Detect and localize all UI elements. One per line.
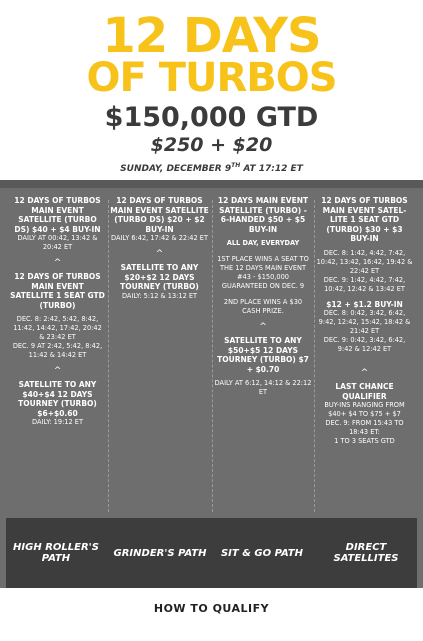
guarantee-amount: $150,000 GTD [104, 102, 319, 133]
sit-go-step-2-title: SATELLITE TO ANY $50+$5 12 DAYS TOURNEY (TURBO) $7 + $0.70 [217, 336, 309, 374]
direct-step-3-seats: 1 TO 3 SEATS GTD [334, 437, 395, 445]
path-labels-band [0, 518, 423, 588]
sit-go-step-1-first-place: 1ST PLACE WINS A SEAT TO THE 12 DAYS MAIN EVENT #43 - $150,000 GUARANTEED ON DEC. 9 [217, 255, 309, 290]
event-date [0, 160, 423, 175]
direct-step-2-title: $12 + $1.2 BUY-IN [326, 299, 403, 309]
sit-go-step-1-second-place: 2ND PLACE WINS A $30 CASH PRIZE. [223, 298, 303, 315]
sit-go-step-1-title: 12 DAYS MAIN EVENT SATELLITE (TURBO) - 6-HANDED $50 + $5 BUY-IN [217, 196, 309, 234]
high-roller-step-2-dec8: DEC. 8: 2:42, 5:42, 8:42, 11:42, 14:42, 17:42, 20:42 & 23:42 ET [13, 315, 102, 341]
up-caret-icon: ^ [155, 249, 164, 259]
high-roller-step-2-title: 12 DAYS OF TURBOS MAIN EVENT SATELLITE 1 SEAT GTD (TURBO) [10, 272, 105, 310]
grinder-step-1-times: DAILY 6:42, 17:42 & 22:42 ET [111, 234, 208, 242]
direct-satellites-label: DIRECT SATELLITES [333, 542, 399, 564]
high-roller-step-3-title: SATELLITE TO ANY $40+$4 12 DAYS TOURNEY (TURBO) $6+$0.60 [18, 380, 97, 418]
date-time: AT 17:12 ET [240, 164, 303, 174]
grinder-step-2-times: DAILY: 5:12 & 13:12 ET [121, 291, 198, 300]
direct-step-1-title: 12 DAYS OF TURBOS MAIN EVENT SATEL-LITE 1 SEAT GTD (TURBO) $30 + $3 BUY-IN [321, 196, 408, 243]
grinder-step-2-title: SATELLITE TO ANY $20+$2 12 DAYS TOURNEY (TURBO) [120, 263, 199, 291]
sit-go-step-1-availability: ALL DAY, EVERYDAY [226, 239, 300, 247]
direct-column [316, 196, 413, 516]
high-roller-path-label: HIGH ROLLER'S PATH [13, 542, 99, 564]
direct-step-2-dec9: DEC. 9: 0:42, 3:42, 6:42, 9:42 & 12:42 ET [323, 336, 406, 353]
up-caret-icon: ^ [53, 258, 62, 268]
date-suffix: TH [231, 162, 241, 169]
high-roller-step-1-times: DAILY AT 00:42, 13:42 & 20:42 ET [17, 234, 98, 251]
high-roller-step-3-times: DAILY: 19:12 ET [32, 418, 83, 426]
sit-go-column [214, 196, 312, 516]
title-line-1: 12 DAYS [102, 8, 321, 64]
title-line-2: OF TURBOS [86, 55, 337, 101]
date-main: SUNDAY, DECEMBER 9 [120, 164, 232, 174]
how-to-qualify-heading: HOW TO QUALIFY [153, 602, 270, 615]
direct-step-1-dec9: DEC. 9: 1:42, 4:42, 7:42, 10:42, 12:42 & 13:42 ET [323, 275, 406, 293]
sit-go-path-label: SIT & GO PATH [220, 547, 303, 559]
high-roller-column [10, 196, 105, 516]
column-divider-3 [314, 200, 315, 512]
arrow-top-notch [0, 180, 423, 188]
direct-step-3-range: BUY-INS RANGING FROM $40+ $4 TO $75 + $7 [324, 401, 405, 418]
column-divider-2 [212, 200, 213, 512]
grinder-column [110, 196, 209, 516]
column-divider-1 [108, 200, 109, 512]
direct-step-2-dec8: DEC. 8: 0:42, 3:42, 6:42, 9:42, 12:42, 15:42, 18:42 & 21:42 ET [318, 309, 411, 335]
high-roller-step-1-title: 12 DAYS OF TURBOS MAIN EVENT SATELLITE (TURBO DS) $40 + $4 BUY-IN [14, 196, 101, 234]
direct-step-1-dec8: DEC. 8: 1:42, 4:42, 7:42, 10:42, 13:42, 16:42, 19:42 & 22:42 ET [316, 248, 413, 275]
up-caret-icon: ^ [259, 322, 267, 332]
direct-step-3-title: LAST CHANCE QUALIFIER [335, 382, 394, 401]
grinder-path-label: GRINDER'S PATH [113, 547, 207, 559]
direct-step-3-times: DEC. 9: FROM 15:43 TO 18:43 ET: [325, 419, 404, 436]
grinder-step-1-title: 12 DAYS OF TURBOS MAIN EVENT SATELLITE (TURBO DS) $20 + $2 BUY-IN [110, 196, 209, 234]
up-caret-icon: ^ [53, 366, 62, 376]
sit-go-step-2-times: DAILY AT 6:12, 14:12 & 22:12 ET [214, 379, 312, 396]
up-caret-icon: ^ [360, 368, 369, 378]
buyin-amount: $250 + $20 [150, 134, 273, 156]
poster-header [0, 0, 423, 182]
high-roller-step-2-dec9: DEC. 9 AT 2:42, 5:42, 8:42, 11:42 & 14:42 ET [12, 342, 103, 359]
